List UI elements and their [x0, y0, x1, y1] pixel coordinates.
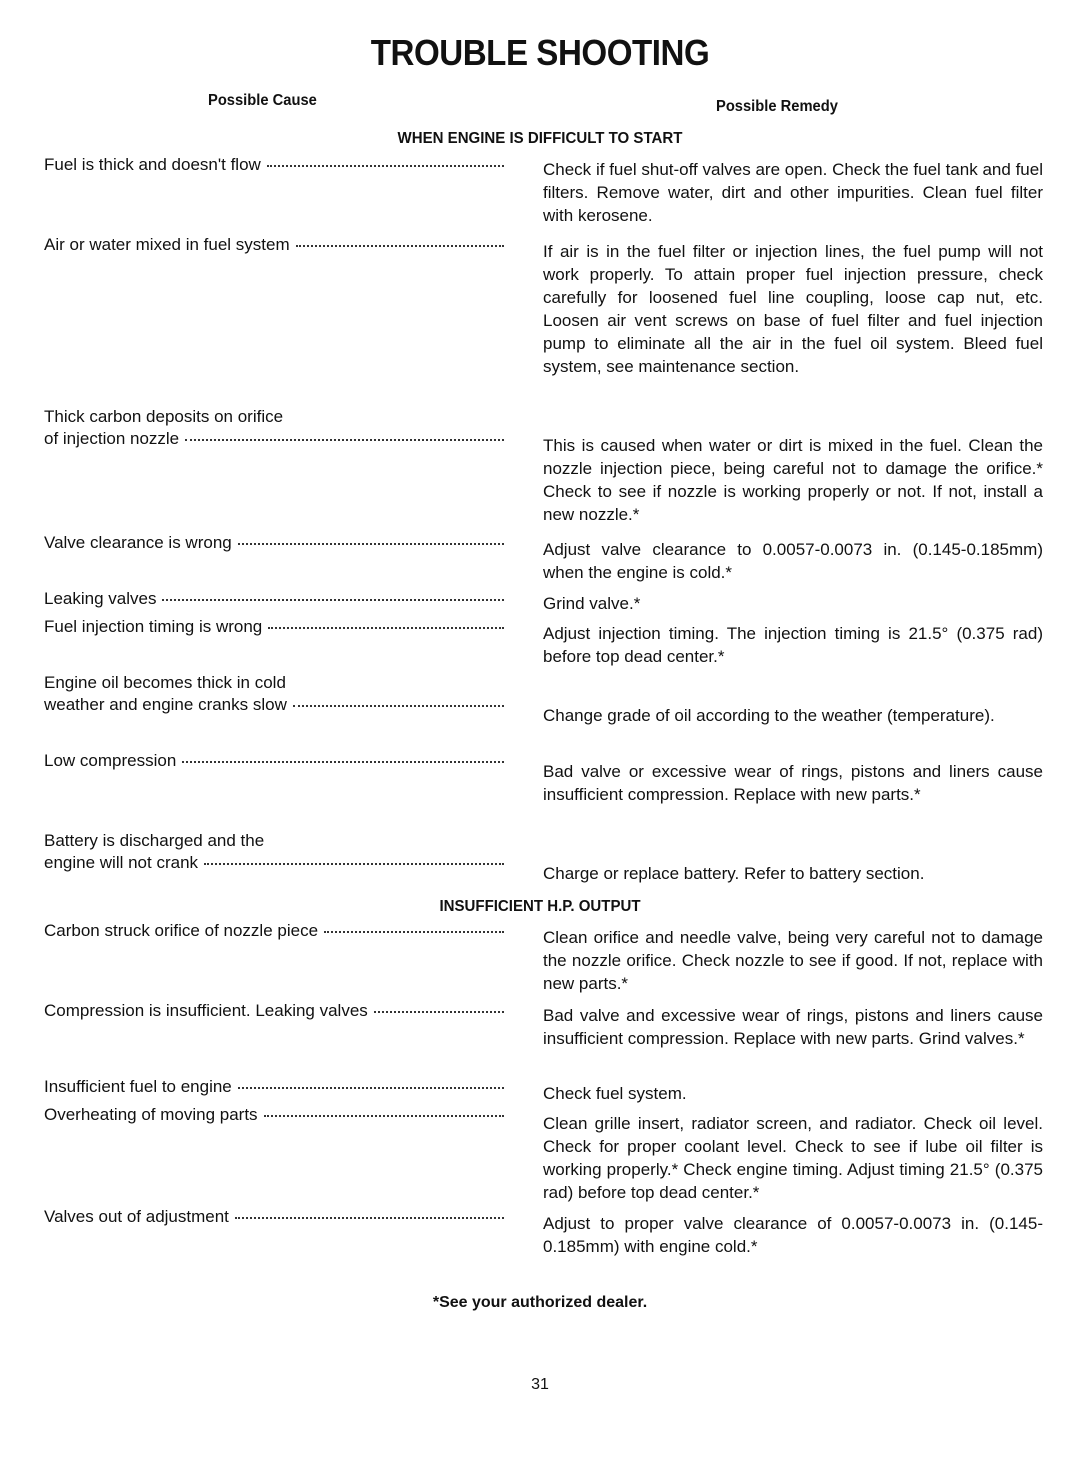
section-heading-difficult-start: WHEN ENGINE IS DIFFICULT TO START: [397, 130, 683, 147]
remedy-item: Bad valve and excessive wear of rings, pistons and liners cause insufficient compression. Replace with new parts. Grind valves.*: [543, 1006, 1043, 1048]
column-header-remedy: Possible Remedy: [716, 98, 838, 115]
page-title: TROUBLE SHOOTING: [370, 32, 710, 73]
cause-item: Air or water mixed in fuel system: [44, 234, 504, 256]
cause-item: Leaking valves: [44, 588, 504, 610]
remedy-item: If air is in the fuel filter or injection lines, the fuel pump will not work properly. To attain proper fuel injection pressure, check carefully for loosened fuel line coupling, loose cap nut, etc. Loosen air vent screws on base of fuel filter and fuel injection pump to eliminate all the air in the fuel oil system. Bleed fuel system, see maintenance section.: [543, 242, 1043, 376]
remedy-item: Change grade of oil according to the weather (temperature).: [543, 706, 995, 725]
cause-item: Fuel injection timing is wrong: [44, 616, 504, 638]
cause-item: Compression is insufficient. Leaking valves: [44, 1000, 504, 1022]
remedy-item: Check if fuel shut-off valves are open. Check the fuel tank and fuel filters. Remove water, dirt and other impurities. Clean fuel filter with kerosene.: [543, 160, 1043, 225]
remedy-item: Adjust valve clearance to 0.0057-0.0073 in. (0.145-0.185mm) when the engine is cold.*: [543, 540, 1043, 582]
cause-item: Fuel is thick and doesn't flow: [44, 154, 504, 176]
cause-item: Overheating of moving parts: [44, 1104, 504, 1126]
cause-item: Low compression: [44, 750, 504, 772]
cause-item: Valve clearance is wrong: [44, 532, 504, 554]
remedy-item: Check fuel system.: [543, 1084, 687, 1103]
remedy-item: Adjust injection timing. The injection timing is 21.5° (0.375 rad) before top dead center.*: [543, 624, 1043, 666]
remedy-item: Adjust to proper valve clearance of 0.0057-0.0073 in. (0.145-0.185mm) with engine cold.*: [543, 1214, 1043, 1256]
remedy-item: Charge or replace battery. Refer to battery section.: [543, 864, 925, 883]
column-header-cause: Possible Cause: [208, 92, 317, 109]
cause-item: Insufficient fuel to engine: [44, 1076, 504, 1098]
remedy-item: This is caused when water or dirt is mixed in the fuel. Clean the nozzle injection piece, being careful not to damage the orifice.* Check to see if nozzle is working properly or not. If not, install a new nozzle.*: [543, 436, 1043, 524]
cause-item: Thick carbon deposits on orifice of injection nozzle: [44, 406, 504, 450]
remedy-item: Grind valve.*: [543, 594, 641, 613]
cause-item: Carbon struck orifice of nozzle piece: [44, 920, 504, 942]
cause-item: Valves out of adjustment: [44, 1206, 504, 1228]
page-number: 31: [531, 1376, 549, 1393]
cause-item: Battery is discharged and the engine will not crank: [44, 830, 504, 874]
remedy-item: Clean grille insert, radiator screen, and radiator. Check oil level. Check for proper coolant level. Check to see if lube oil filter is working properly.* Check engine timing. Adjust timing 21.5° (0.375 rad) before top dead center.*: [543, 1114, 1043, 1202]
remedy-item: Clean orifice and needle valve, being very careful not to damage the nozzle orifice. Check nozzle to see if good. If not, replace with new parts.*: [543, 928, 1043, 993]
cause-item: Engine oil becomes thick in cold weather and engine cranks slow: [44, 672, 504, 716]
remedy-item: Bad valve or excessive wear of rings, pistons and liners cause insufficient compression. Replace with new parts.*: [543, 762, 1043, 804]
section-heading-insufficient-hp: INSUFFICIENT H.P. OUTPUT: [439, 898, 641, 915]
footnote: *See your authorized dealer.: [432, 1294, 648, 1311]
